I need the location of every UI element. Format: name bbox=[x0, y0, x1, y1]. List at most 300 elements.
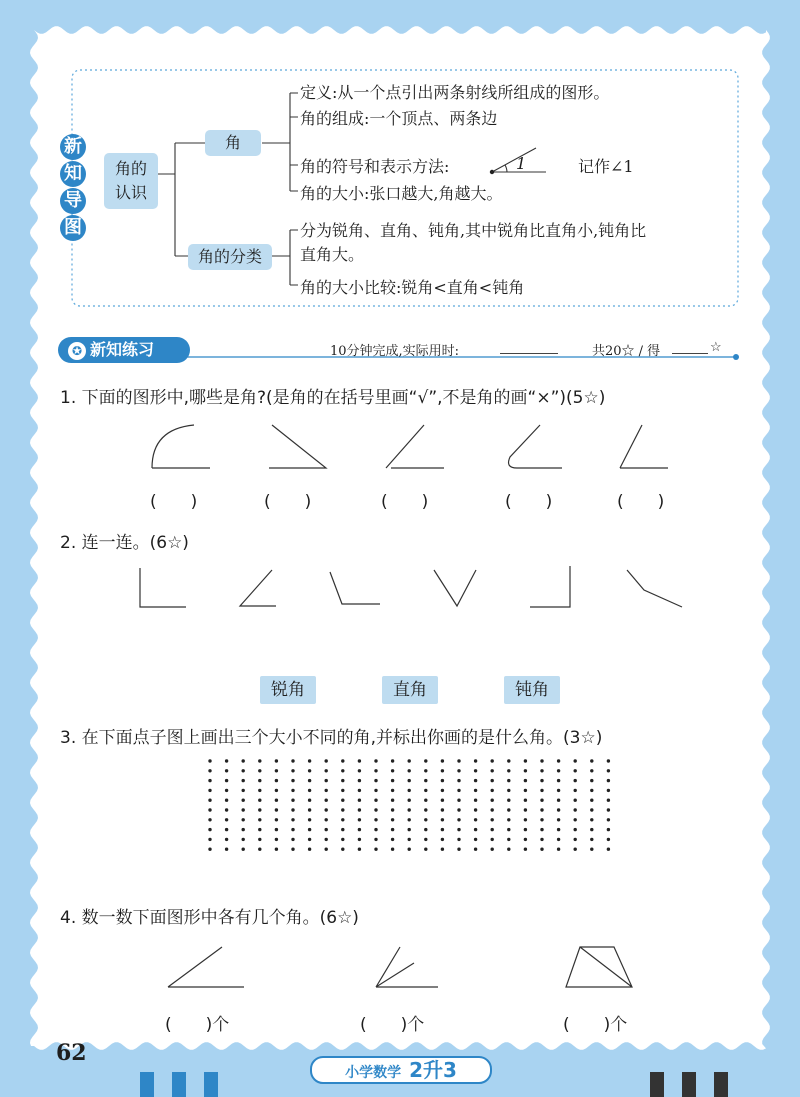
grid-dot[interactable] bbox=[524, 808, 527, 811]
grid-dot[interactable] bbox=[441, 769, 444, 772]
angle-vertex-dot bbox=[490, 170, 494, 174]
grid-dot[interactable] bbox=[507, 838, 510, 841]
grid-dot[interactable] bbox=[242, 759, 245, 762]
grid-dot[interactable] bbox=[341, 848, 344, 851]
grid-dot[interactable] bbox=[225, 848, 228, 851]
grid-dot[interactable] bbox=[540, 808, 543, 811]
grid-dot[interactable] bbox=[474, 779, 477, 782]
grid-dot[interactable] bbox=[308, 838, 311, 841]
grid-dot[interactable] bbox=[424, 799, 427, 802]
grid-dot[interactable] bbox=[225, 779, 228, 782]
grid-dot[interactable] bbox=[275, 848, 278, 851]
grid-dot[interactable] bbox=[574, 799, 577, 802]
grid-dot[interactable] bbox=[457, 799, 460, 802]
grid-dot[interactable] bbox=[242, 808, 245, 811]
grid-dot[interactable] bbox=[408, 789, 411, 792]
q4-figure-single-angle bbox=[168, 947, 244, 987]
grid-dot[interactable] bbox=[308, 759, 311, 762]
q1-figure-curve bbox=[152, 425, 210, 468]
grid-dot[interactable] bbox=[341, 818, 344, 821]
grid-dot[interactable] bbox=[441, 779, 444, 782]
grid-dot[interactable] bbox=[408, 848, 411, 851]
question-4-text: 4. 数一数下面图形中各有几个角。(6☆) bbox=[60, 908, 359, 928]
grid-dot[interactable] bbox=[374, 808, 377, 811]
grid-dot[interactable] bbox=[474, 808, 477, 811]
grid-dot[interactable] bbox=[574, 759, 577, 762]
grid-dot[interactable] bbox=[242, 848, 245, 851]
grid-dot[interactable] bbox=[374, 769, 377, 772]
grid-dot[interactable] bbox=[208, 808, 211, 811]
node-angle: 角 bbox=[205, 130, 261, 156]
grid-dot[interactable] bbox=[424, 818, 427, 821]
grid-dot[interactable] bbox=[491, 799, 494, 802]
q1-figure-gap bbox=[386, 425, 444, 468]
classify-branch-lines bbox=[272, 230, 298, 285]
grid-dot[interactable] bbox=[374, 838, 377, 841]
grid-dot[interactable] bbox=[291, 808, 294, 811]
grid-dot[interactable] bbox=[291, 828, 294, 831]
grid-dot[interactable] bbox=[441, 759, 444, 762]
grid-dot[interactable] bbox=[225, 799, 228, 802]
practice-header-rule bbox=[186, 352, 746, 362]
grid-dot[interactable] bbox=[524, 759, 527, 762]
grid-dot[interactable] bbox=[507, 808, 510, 811]
grid-dot[interactable] bbox=[374, 818, 377, 821]
grid-dot[interactable] bbox=[607, 769, 610, 772]
grid-dot[interactable] bbox=[225, 769, 228, 772]
grid-dot[interactable] bbox=[258, 808, 261, 811]
grid-dot[interactable] bbox=[491, 789, 494, 792]
grid-dot[interactable] bbox=[325, 808, 328, 811]
grid-dot[interactable] bbox=[391, 769, 394, 772]
footer-block bbox=[140, 1072, 154, 1097]
grid-dot[interactable] bbox=[524, 818, 527, 821]
label-obtuse[interactable]: 钝角 bbox=[504, 676, 560, 704]
grid-dot[interactable] bbox=[491, 759, 494, 762]
grid-dot[interactable] bbox=[308, 808, 311, 811]
grid-dot[interactable] bbox=[557, 828, 560, 831]
angle-branch-lines bbox=[262, 93, 298, 191]
grid-dot[interactable] bbox=[424, 779, 427, 782]
grid-dot[interactable] bbox=[258, 789, 261, 792]
grid-dot[interactable] bbox=[391, 838, 394, 841]
grid-dot[interactable] bbox=[308, 789, 311, 792]
grid-dot[interactable] bbox=[524, 779, 527, 782]
grid-dot[interactable] bbox=[341, 759, 344, 762]
grid-dot[interactable] bbox=[424, 759, 427, 762]
grid-dot[interactable] bbox=[341, 808, 344, 811]
grid-dot[interactable] bbox=[242, 779, 245, 782]
q1-answer-blank[interactable]: ( ) bbox=[505, 492, 553, 512]
grid-dot[interactable] bbox=[358, 848, 361, 851]
grid-dot[interactable] bbox=[374, 828, 377, 831]
grid-dot[interactable] bbox=[557, 779, 560, 782]
grid-dot[interactable] bbox=[474, 848, 477, 851]
grid-dot[interactable] bbox=[225, 818, 228, 821]
grid-dot[interactable] bbox=[408, 759, 411, 762]
grid-dot[interactable] bbox=[557, 799, 560, 802]
grid-dot[interactable] bbox=[491, 828, 494, 831]
q1-figure-disconnected bbox=[269, 425, 326, 468]
grid-dot[interactable] bbox=[275, 808, 278, 811]
grid-dot[interactable] bbox=[474, 789, 477, 792]
grid-dot[interactable] bbox=[242, 789, 245, 792]
grid-dot[interactable] bbox=[391, 828, 394, 831]
grid-dot[interactable] bbox=[408, 799, 411, 802]
grid-dot[interactable] bbox=[208, 769, 211, 772]
grid-dot[interactable] bbox=[325, 828, 328, 831]
grid-dot[interactable] bbox=[341, 838, 344, 841]
grid-dot[interactable] bbox=[275, 818, 278, 821]
grid-dot[interactable] bbox=[291, 789, 294, 792]
q4-figure-two-rays bbox=[376, 947, 438, 987]
question-1-text: 1. 下面的图形中,哪些是角?(是角的在括号里画“√”,不是角的画“×”)(5☆) bbox=[60, 388, 606, 408]
q2-angle-acute-1 bbox=[240, 570, 276, 606]
grid-dot[interactable] bbox=[424, 789, 427, 792]
grid-dot[interactable] bbox=[408, 769, 411, 772]
q2-angle-right-2 bbox=[530, 566, 570, 607]
grid-dot[interactable] bbox=[374, 799, 377, 802]
grid-dot[interactable] bbox=[424, 808, 427, 811]
grid-dot[interactable] bbox=[374, 779, 377, 782]
grid-dot[interactable] bbox=[325, 818, 328, 821]
grid-dot[interactable] bbox=[540, 848, 543, 851]
grid-dot[interactable] bbox=[424, 828, 427, 831]
grid-dot[interactable] bbox=[607, 808, 610, 811]
grid-dot[interactable] bbox=[441, 838, 444, 841]
grid-dot[interactable] bbox=[391, 808, 394, 811]
grid-dot[interactable] bbox=[242, 769, 245, 772]
grid-dot[interactable] bbox=[474, 828, 477, 831]
grid-dot[interactable] bbox=[325, 779, 328, 782]
grid-dot[interactable] bbox=[574, 838, 577, 841]
grid-dot[interactable] bbox=[607, 799, 610, 802]
page-number: 62 bbox=[56, 1040, 87, 1066]
grid-dot[interactable] bbox=[275, 799, 278, 802]
grid-dot[interactable] bbox=[540, 828, 543, 831]
grid-dot[interactable] bbox=[540, 759, 543, 762]
grid-dot[interactable] bbox=[491, 848, 494, 851]
grid-dot[interactable] bbox=[291, 769, 294, 772]
grid-dot[interactable] bbox=[391, 799, 394, 802]
grid-dot[interactable] bbox=[557, 769, 560, 772]
grid-dot[interactable] bbox=[590, 759, 593, 762]
grid-dot[interactable] bbox=[408, 779, 411, 782]
grid-dot[interactable] bbox=[225, 838, 228, 841]
grid-dot[interactable] bbox=[291, 779, 294, 782]
grid-dot[interactable] bbox=[242, 799, 245, 802]
grid-dot[interactable] bbox=[540, 799, 543, 802]
grid-dot[interactable] bbox=[391, 779, 394, 782]
grid-dot[interactable] bbox=[574, 828, 577, 831]
grid-dot[interactable] bbox=[540, 818, 543, 821]
grid-dot[interactable] bbox=[258, 779, 261, 782]
grid-dot[interactable] bbox=[524, 848, 527, 851]
grid-dot[interactable] bbox=[325, 789, 328, 792]
grid-dot[interactable] bbox=[424, 769, 427, 772]
grid-dot[interactable] bbox=[524, 799, 527, 802]
grid-dot[interactable] bbox=[441, 789, 444, 792]
grid-dot[interactable] bbox=[341, 828, 344, 831]
grid-dot[interactable] bbox=[208, 828, 211, 831]
grid-dot[interactable] bbox=[507, 848, 510, 851]
grid-dot[interactable] bbox=[325, 848, 328, 851]
grid-dot[interactable] bbox=[208, 848, 211, 851]
q4-answer-blank[interactable]: ( )个 bbox=[165, 1015, 230, 1035]
grid-dot[interactable] bbox=[574, 769, 577, 772]
grid-dot[interactable] bbox=[208, 789, 211, 792]
grid-dot[interactable] bbox=[408, 818, 411, 821]
grid-dot[interactable] bbox=[208, 779, 211, 782]
grid-dot[interactable] bbox=[491, 808, 494, 811]
grid-dot[interactable] bbox=[275, 759, 278, 762]
grid-dot[interactable] bbox=[341, 789, 344, 792]
grid-dot[interactable] bbox=[507, 789, 510, 792]
grid-dot[interactable] bbox=[507, 818, 510, 821]
grid-dot[interactable] bbox=[491, 838, 494, 841]
grid-dot[interactable] bbox=[491, 818, 494, 821]
grid-dot[interactable] bbox=[258, 828, 261, 831]
grid-dot[interactable] bbox=[242, 818, 245, 821]
symbol-method-text: 角的符号和表示方法: bbox=[300, 157, 450, 176]
grid-dot[interactable] bbox=[557, 759, 560, 762]
grid-dot[interactable] bbox=[590, 799, 593, 802]
footer-block bbox=[172, 1072, 186, 1097]
grid-dot[interactable] bbox=[574, 808, 577, 811]
grid-dot[interactable] bbox=[225, 759, 228, 762]
grid-dot[interactable] bbox=[358, 818, 361, 821]
q2-angle-right-1 bbox=[140, 568, 186, 607]
grid-dot[interactable] bbox=[590, 779, 593, 782]
grid-dot[interactable] bbox=[225, 808, 228, 811]
grid-dot[interactable] bbox=[258, 818, 261, 821]
q1-answer-blank[interactable]: ( ) bbox=[617, 492, 665, 512]
grid-dot[interactable] bbox=[524, 769, 527, 772]
grid-dot[interactable] bbox=[358, 759, 361, 762]
grid-dot[interactable] bbox=[607, 779, 610, 782]
grid-dot[interactable] bbox=[491, 779, 494, 782]
grid-dot[interactable] bbox=[258, 848, 261, 851]
grid-dot[interactable] bbox=[441, 808, 444, 811]
grid-dot[interactable] bbox=[275, 838, 278, 841]
grid-dot[interactable] bbox=[457, 789, 460, 792]
q1-answer-blank[interactable]: ( ) bbox=[264, 492, 312, 512]
grid-dot[interactable] bbox=[308, 828, 311, 831]
grid-dot[interactable] bbox=[391, 848, 394, 851]
grid-dot[interactable] bbox=[424, 838, 427, 841]
grid-dot[interactable] bbox=[574, 848, 577, 851]
grid-dot[interactable] bbox=[607, 789, 610, 792]
grid-dot[interactable] bbox=[374, 789, 377, 792]
grid-dot[interactable] bbox=[540, 779, 543, 782]
grid-dot[interactable] bbox=[275, 769, 278, 772]
side-title-char: 图 bbox=[60, 215, 86, 241]
grid-dot[interactable] bbox=[507, 779, 510, 782]
grid-dot[interactable] bbox=[507, 828, 510, 831]
q4-answer-blank[interactable]: ( )个 bbox=[563, 1015, 628, 1035]
footer-grade: 2升3 bbox=[409, 1058, 457, 1082]
grid-dot[interactable] bbox=[208, 838, 211, 841]
grid-dot[interactable] bbox=[374, 759, 377, 762]
grid-dot[interactable] bbox=[374, 848, 377, 851]
grid-dot[interactable] bbox=[341, 799, 344, 802]
grid-dot[interactable] bbox=[441, 799, 444, 802]
grid-dot[interactable] bbox=[258, 799, 261, 802]
grid-dot[interactable] bbox=[540, 769, 543, 772]
grid-dot[interactable] bbox=[358, 789, 361, 792]
grid-dot[interactable] bbox=[391, 789, 394, 792]
grid-dot[interactable] bbox=[358, 828, 361, 831]
grid-dot[interactable] bbox=[607, 848, 610, 851]
root-branch-lines bbox=[157, 143, 205, 256]
grid-dot[interactable] bbox=[607, 828, 610, 831]
grid-dot[interactable] bbox=[308, 799, 311, 802]
grid-dot[interactable] bbox=[574, 818, 577, 821]
grid-dot[interactable] bbox=[457, 818, 460, 821]
grid-dot[interactable] bbox=[242, 838, 245, 841]
grid-dot[interactable] bbox=[474, 759, 477, 762]
grid-dot[interactable] bbox=[507, 799, 510, 802]
composition-text: 角的组成:一个顶点、两条边 bbox=[300, 109, 498, 128]
score-blank[interactable] bbox=[672, 338, 708, 354]
dot-grid[interactable] bbox=[200, 756, 620, 856]
grid-dot[interactable] bbox=[457, 779, 460, 782]
grid-dot[interactable] bbox=[607, 818, 610, 821]
grid-dot[interactable] bbox=[557, 789, 560, 792]
grid-dot[interactable] bbox=[590, 848, 593, 851]
grid-dot[interactable] bbox=[325, 838, 328, 841]
question-1-figures bbox=[0, 415, 800, 475]
grid-dot[interactable] bbox=[308, 848, 311, 851]
grid-dot[interactable] bbox=[524, 828, 527, 831]
grid-dot[interactable] bbox=[291, 818, 294, 821]
grid-dot[interactable] bbox=[225, 828, 228, 831]
footer-block bbox=[650, 1072, 664, 1097]
grid-dot[interactable] bbox=[275, 789, 278, 792]
grid-dot[interactable] bbox=[308, 769, 311, 772]
grid-dot[interactable] bbox=[491, 769, 494, 772]
grid-dot[interactable] bbox=[441, 818, 444, 821]
grid-dot[interactable] bbox=[291, 799, 294, 802]
time-blank[interactable] bbox=[500, 338, 558, 354]
grid-dot[interactable] bbox=[291, 759, 294, 762]
grid-dot[interactable] bbox=[607, 759, 610, 762]
grid-dot[interactable] bbox=[457, 838, 460, 841]
grid-dot[interactable] bbox=[457, 769, 460, 772]
grid-dot[interactable] bbox=[441, 848, 444, 851]
grid-dot[interactable] bbox=[325, 799, 328, 802]
side-title-char: 新 bbox=[60, 134, 86, 160]
grid-dot[interactable] bbox=[590, 769, 593, 772]
grid-dot[interactable] bbox=[457, 848, 460, 851]
grid-dot[interactable] bbox=[208, 799, 211, 802]
classify-text-line2: 直角大。 bbox=[300, 245, 365, 264]
grid-dot[interactable] bbox=[358, 808, 361, 811]
size-text: 角的大小:张口越大,角越大。 bbox=[300, 184, 503, 203]
grid-dot[interactable] bbox=[208, 759, 211, 762]
grid-dot[interactable] bbox=[358, 769, 361, 772]
grid-dot[interactable] bbox=[358, 838, 361, 841]
grid-dot[interactable] bbox=[341, 779, 344, 782]
grid-dot[interactable] bbox=[557, 818, 560, 821]
grid-dot[interactable] bbox=[474, 769, 477, 772]
q4-answer-blank[interactable]: ( )个 bbox=[360, 1015, 425, 1035]
side-title-char: 导 bbox=[60, 188, 86, 214]
grid-dot[interactable] bbox=[607, 838, 610, 841]
concept-map-side-title bbox=[60, 134, 90, 242]
grid-dot[interactable] bbox=[325, 759, 328, 762]
grid-dot[interactable] bbox=[524, 789, 527, 792]
grid-dot[interactable] bbox=[590, 838, 593, 841]
grid-dot[interactable] bbox=[325, 769, 328, 772]
grid-dot[interactable] bbox=[391, 818, 394, 821]
q1-answer-blank[interactable]: ( ) bbox=[381, 492, 429, 512]
grid-dot[interactable] bbox=[574, 789, 577, 792]
label-right[interactable]: 直角 bbox=[382, 676, 438, 704]
grid-dot[interactable] bbox=[590, 818, 593, 821]
grid-dot[interactable] bbox=[590, 828, 593, 831]
grid-dot[interactable] bbox=[408, 838, 411, 841]
grid-dot[interactable] bbox=[408, 808, 411, 811]
grid-dot[interactable] bbox=[557, 808, 560, 811]
grid-dot[interactable] bbox=[275, 779, 278, 782]
grid-dot[interactable] bbox=[275, 828, 278, 831]
grid-dot[interactable] bbox=[507, 759, 510, 762]
grid-dot[interactable] bbox=[258, 759, 261, 762]
grid-dot[interactable] bbox=[208, 818, 211, 821]
grid-dot[interactable] bbox=[358, 799, 361, 802]
grid-dot[interactable] bbox=[308, 818, 311, 821]
grid-dot[interactable] bbox=[308, 779, 311, 782]
grid-dot[interactable] bbox=[457, 828, 460, 831]
grid-dot[interactable] bbox=[457, 808, 460, 811]
grid-dot[interactable] bbox=[408, 828, 411, 831]
grid-dot[interactable] bbox=[474, 838, 477, 841]
grid-dot[interactable] bbox=[242, 828, 245, 831]
grid-dot[interactable] bbox=[341, 769, 344, 772]
time-instruction: 10分钟完成,实际用时: bbox=[330, 344, 460, 359]
grid-dot[interactable] bbox=[474, 818, 477, 821]
grid-dot[interactable] bbox=[358, 779, 361, 782]
grid-dot[interactable] bbox=[291, 848, 294, 851]
grid-dot[interactable] bbox=[441, 828, 444, 831]
grid-dot[interactable] bbox=[258, 769, 261, 772]
grid-dot[interactable] bbox=[524, 838, 527, 841]
grid-dot[interactable] bbox=[391, 759, 394, 762]
grid-dot[interactable] bbox=[540, 838, 543, 841]
notation-text: 记作∠1 bbox=[578, 157, 634, 176]
grid-dot[interactable] bbox=[507, 769, 510, 772]
footer-subject: 小学数学 bbox=[345, 1065, 402, 1081]
grid-dot[interactable] bbox=[474, 799, 477, 802]
q1-figure-angle bbox=[620, 425, 668, 468]
label-acute[interactable]: 锐角 bbox=[260, 676, 316, 704]
grid-dot[interactable] bbox=[574, 779, 577, 782]
practice-section-header bbox=[58, 337, 190, 363]
grid-dot[interactable] bbox=[225, 789, 228, 792]
grid-dot[interactable] bbox=[557, 848, 560, 851]
grid-dot[interactable] bbox=[590, 808, 593, 811]
grid-dot[interactable] bbox=[557, 838, 560, 841]
q1-answer-blank[interactable]: ( ) bbox=[150, 492, 198, 512]
grid-dot[interactable] bbox=[590, 789, 593, 792]
practice-title: 新知练习 bbox=[90, 340, 155, 359]
grid-dot[interactable] bbox=[457, 759, 460, 762]
grid-dot[interactable] bbox=[258, 838, 261, 841]
grid-dot[interactable] bbox=[291, 838, 294, 841]
grid-dot[interactable] bbox=[424, 848, 427, 851]
grid-dot[interactable] bbox=[540, 789, 543, 792]
